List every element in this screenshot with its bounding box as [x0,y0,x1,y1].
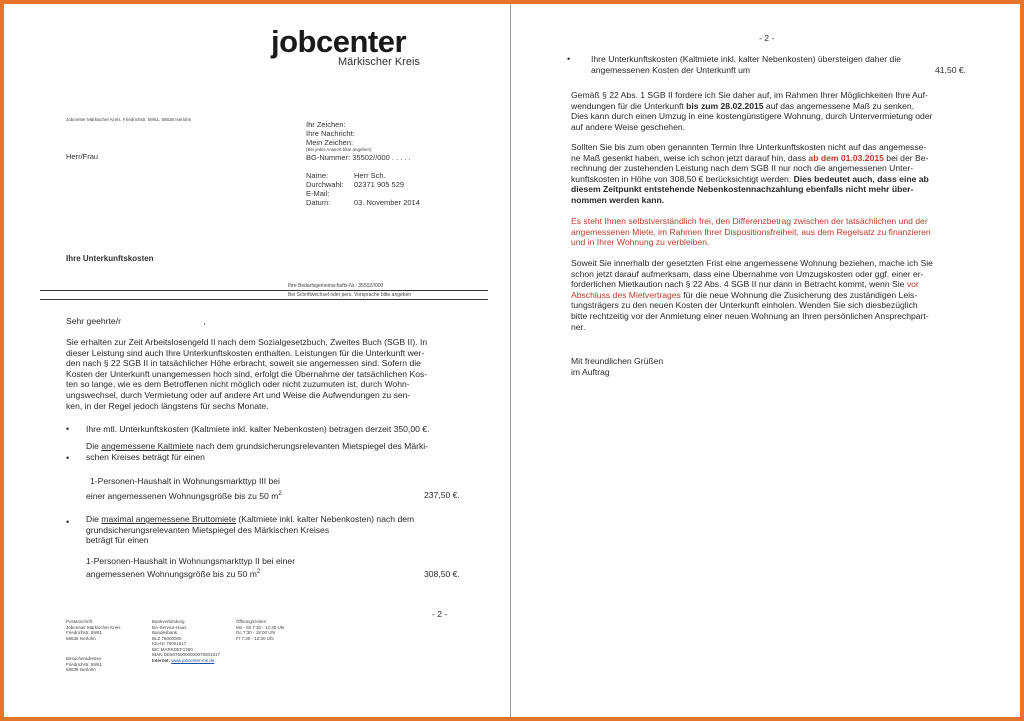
separator-rule-2 [40,299,488,300]
text: tungsträgers zu den neuen Kosten der Unterkunft einholen. Wenden Sie sich diesbezüglich [571,300,918,311]
underlined-term: maximal angemessene Bruttomiete [101,514,236,524]
text: für die neue Wohnung die Zusicherung des zuständigen Leis- [680,289,918,300]
closing-greeting: Mit freundlichen Grüßen [571,356,664,366]
footer-line: Fr 7:30 - 12:30 Uhr [236,635,275,641]
text: Ihre Unterkunftskosten (Kaltmiete inkl. kalter Nebenkosten) übersteigen daher die [591,54,902,64]
footer-line: Friedrichstr. 59/61 [66,630,103,635]
footer-line: Friedrichstr. 59/61 [66,661,103,667]
text: angemessenen Wohnungsgröße bis zu 50 m [86,568,257,579]
internet-label: Internet: [152,657,170,663]
text: Gemäß § 22 Abs. 1 SGB II fordere ich Sie daher auf, im Rahmen Ihrer Möglichkeiten Ihre Auf- [571,90,928,100]
phone-label: Durchwahl: [306,180,344,189]
text: wendungen für die Unterkunft [571,100,687,111]
effective-date: ab dem 01.03.2015 [808,152,884,163]
bg-instruction-line: Bei Schriftwechsel oder pers. Vorsprache bitte angeben [288,292,412,298]
letter-page-1 [0,0,510,721]
superscript: 2 [278,491,282,497]
intro-line: ten so lange, wie es dem Betroffenen nicht möglich oder nicht zuzumuten ist, durch Wohn- [66,379,410,390]
intro-line: ken, in der Regel jedoch längstens für sechs Monate. [66,400,269,411]
text: forderlichen Mietkaution nach § 22 Abs. 4 SGB II nur dann in Betracht kommt, wenn Sie [571,279,907,290]
excess-amount: 41,50 €. [935,65,967,75]
letter-page-2 [511,0,1020,721]
paragraph-freedom [571,216,991,248]
footer-heading: Postanschrift [66,619,93,624]
intro-line: Sie erhalten zur Zeit Arbeitslosengeld II nach dem Sozialgesetzbuch, Zweites Buch (SGB II). In [66,337,428,347]
text: Die [86,514,102,524]
text: auf das angemessene Maß zu senken. [763,100,915,111]
paragraph-consequence [571,142,991,206]
ihre-nachricht: Ihre Nachricht: [306,129,355,138]
text: Die [86,441,102,451]
cold-rent-size [86,489,282,501]
name-label: Name: [306,171,329,180]
ihr-zeichen: Ihr Zeichen: [306,120,346,129]
mein-zeichen: Mein Zeichen: [306,138,354,147]
bullet-dot: • [567,54,571,64]
text: bitte rechtzeitig vor der Anmietung einer neuen Wohnung an Ihren persönlichen Ansprechpart- [571,310,929,321]
salutation [66,316,206,327]
footer-line: IBAN DE50760000000076001617 [152,652,221,657]
logo-subtitle: Märkischer Kreis [338,56,420,68]
name-value: Herr Sch. [354,171,386,180]
bold-text: Dies bedeutet auch, dass eine ab [793,173,929,184]
mein-zeichen-note: (Bei jeder Antwort bitte angeben) [306,147,372,152]
date-label: Datum: [306,198,331,207]
reference-block [306,120,411,162]
footer-line: BIC MARKDEF1760 [152,646,193,652]
sender-line: Jobcenter Märkischer Kreis, Friedrichstr. 59/61, 58636 Iserlohn [66,117,192,122]
phone-value: 02371 905 529 [354,180,405,189]
text: beträgt für einen [86,535,149,546]
bg-number-line: Ihre Bedarfsgemeinschafts-Nr.: 35502//000 [288,283,384,289]
footer-heading: Öffnungszeiten [236,619,267,624]
footer-line: 58636 Iserlohn [66,667,96,672]
text: angemessenen Miete, im Rahmen Ihrer Dispositionsfreiheit, aus dem Regelsatz zu finanzieren [571,226,931,237]
subject: Ihre Unterkunftskosten [66,254,154,263]
bullet-excess [591,54,901,75]
text: und in Ihrer Wohnung zu verbleiben. [571,237,710,248]
deadline-date: bis zum 28.02.2015 [686,100,764,111]
footer-opening-hours [236,619,285,641]
text: bei der Be- [883,152,929,163]
text: ne Maß gesenkt haben, weise ich schon jetzt darauf hin, dass [571,152,809,163]
text: rechnung der zustehenden Leistung nach dem SGB II nur noch die angemessenen Unter- [571,163,914,174]
text: ner. [571,321,586,332]
text: Dies kann durch einen Umzug in eine kostengünstigere Wohnung, durch Untervermietung oder [571,111,933,122]
intro-line: dieser Leistung sind auch Ihre Unterkunftskosten enthalten. Leistungen für die Unterkunft wer- [66,347,425,358]
superscript: 2 [256,569,261,575]
page-number: - 2 - [432,609,448,619]
jobcenter-logo: jobcenter [271,24,407,59]
page-number: - 2 - [759,33,775,43]
separator-rule [40,290,488,291]
footer-line: Jobcenter Märkischer Kreis [66,624,121,630]
paragraph-moving [571,258,991,332]
intro-line: den nach § 22 SGB II in tatsächlicher Höhe erbracht, soweit sie angemessen sind. Sofern die [66,358,421,369]
footer-line: 58636 Iserlohn [66,635,96,641]
contact-block [306,171,420,207]
bullet-current-costs: Ihre mtl. Unterkunftskosten (Kaltmiete inkl. kalter Nebenkosten) betragen derzeit 350,00 €. [86,424,430,434]
email-label: E-Mail: [306,189,330,198]
text: schon jetzt darauf aufmerksam, dass eine Übernahme von Umzugskosten oder ggf. einer er- [571,268,924,279]
closing-signoff: im Auftrag [571,366,610,377]
footer-visitor-address [66,656,102,673]
date-value: 03. November 2014 [354,198,420,207]
bullet-dot: • [66,424,70,434]
text: kunftskosten in Höhe von 308,50 € berücksichtigt werden. [571,173,794,184]
text: Sollten Sie bis zum oben genannten Termin Ihre Unterkunftskosten nicht auf das angemesse- [571,142,927,152]
gross-rent-household: 1-Personen-Haushalt in Wohnungsmarkttyp II bei einer [86,556,296,566]
intro-paragraph [66,337,476,411]
cold-rent-amount: 237,50 €. [424,490,460,500]
bold-text: diesem Zeitpunkt entstehende Nebenkostennachzahlung ebenfalls nicht mehr über- [571,184,914,195]
gross-rent-size [86,567,260,579]
footer-line: BLZ 76000000 [152,635,182,641]
text: Es steht Ihnen selbstverständlich frei, den Differenzbetrag zwischen der tatsächlichen und der [571,216,928,226]
text: angemessenen Kosten der Unterkunft um [591,64,751,75]
text: grundsicherungsrelevanten Mietspiegel des Märkischen Kreises [86,524,330,535]
bullet-cold-rent [86,441,428,462]
text: (Kaltmiete inkl. kalter Nebenkosten) nach dem [236,514,415,524]
red-text: vor [906,279,919,290]
bold-text: nommen werden kann. [571,194,665,205]
footer-heading: Bankverbindung [152,619,185,624]
footer-line: Do 7:30 - 18:00 Uhr [236,630,276,635]
cold-rent-household: 1-Personen-Haushalt in Wohnungsmarkttyp III bei [90,476,280,486]
intro-line: Kosten der Unterkunft unangemessen hoch sind, erfolgt die Übernahme der tatsächlichen Kos- [66,368,428,379]
recipient: Herr/Frau [66,152,99,161]
footer-postal-address [66,619,121,641]
text: Soweit Sie innerhalb der gesetzten Frist eine angemessene Wohnung beziehen, mache ich Sie [571,258,933,268]
footer-heading: Besucheradresse [66,656,102,661]
footer-line: Bundesbank [152,630,178,635]
website-link[interactable]: www.jobcenter-mk.de [171,657,215,663]
footer-bank [152,619,220,663]
bullet-gross-rent [86,514,414,546]
gross-rent-amount: 308,50 €. [424,569,460,579]
footer-line: Mo - Mi 7:30 - 12:30 Uhr [236,624,285,630]
text: nach dem grundsicherungsrelevanten Mietspiegel des Märki- [193,441,429,451]
red-text: Abschluss des Mietvertrages [571,289,681,300]
bullet-dot: • [66,453,70,463]
underlined-term: angemessene Kaltmiete [101,441,194,451]
text: auf andere Weise geschehen. [571,121,686,132]
text: schen Kreises beträgt für einen [86,451,205,462]
closing [571,356,663,377]
bg-nummer: BG-Nummer: 35502//000 . . . . . [306,152,411,162]
text: einer angemessenen Wohnungsgröße bis zu 50 m [86,490,279,501]
bullet-dot: • [66,517,70,527]
intro-line: ungswechsel, durch Vermietung oder auf andere Art und Weise die Aufwendungen zu sen- [66,389,411,400]
salutation-text: Sehr geehrte/r [66,316,121,326]
paragraph-deadline [571,90,991,132]
salutation-dot: , [203,316,206,326]
footer-line: Kto-Nr 76001617 [152,641,187,646]
footer-line: BA-Service-Haus [152,624,187,630]
